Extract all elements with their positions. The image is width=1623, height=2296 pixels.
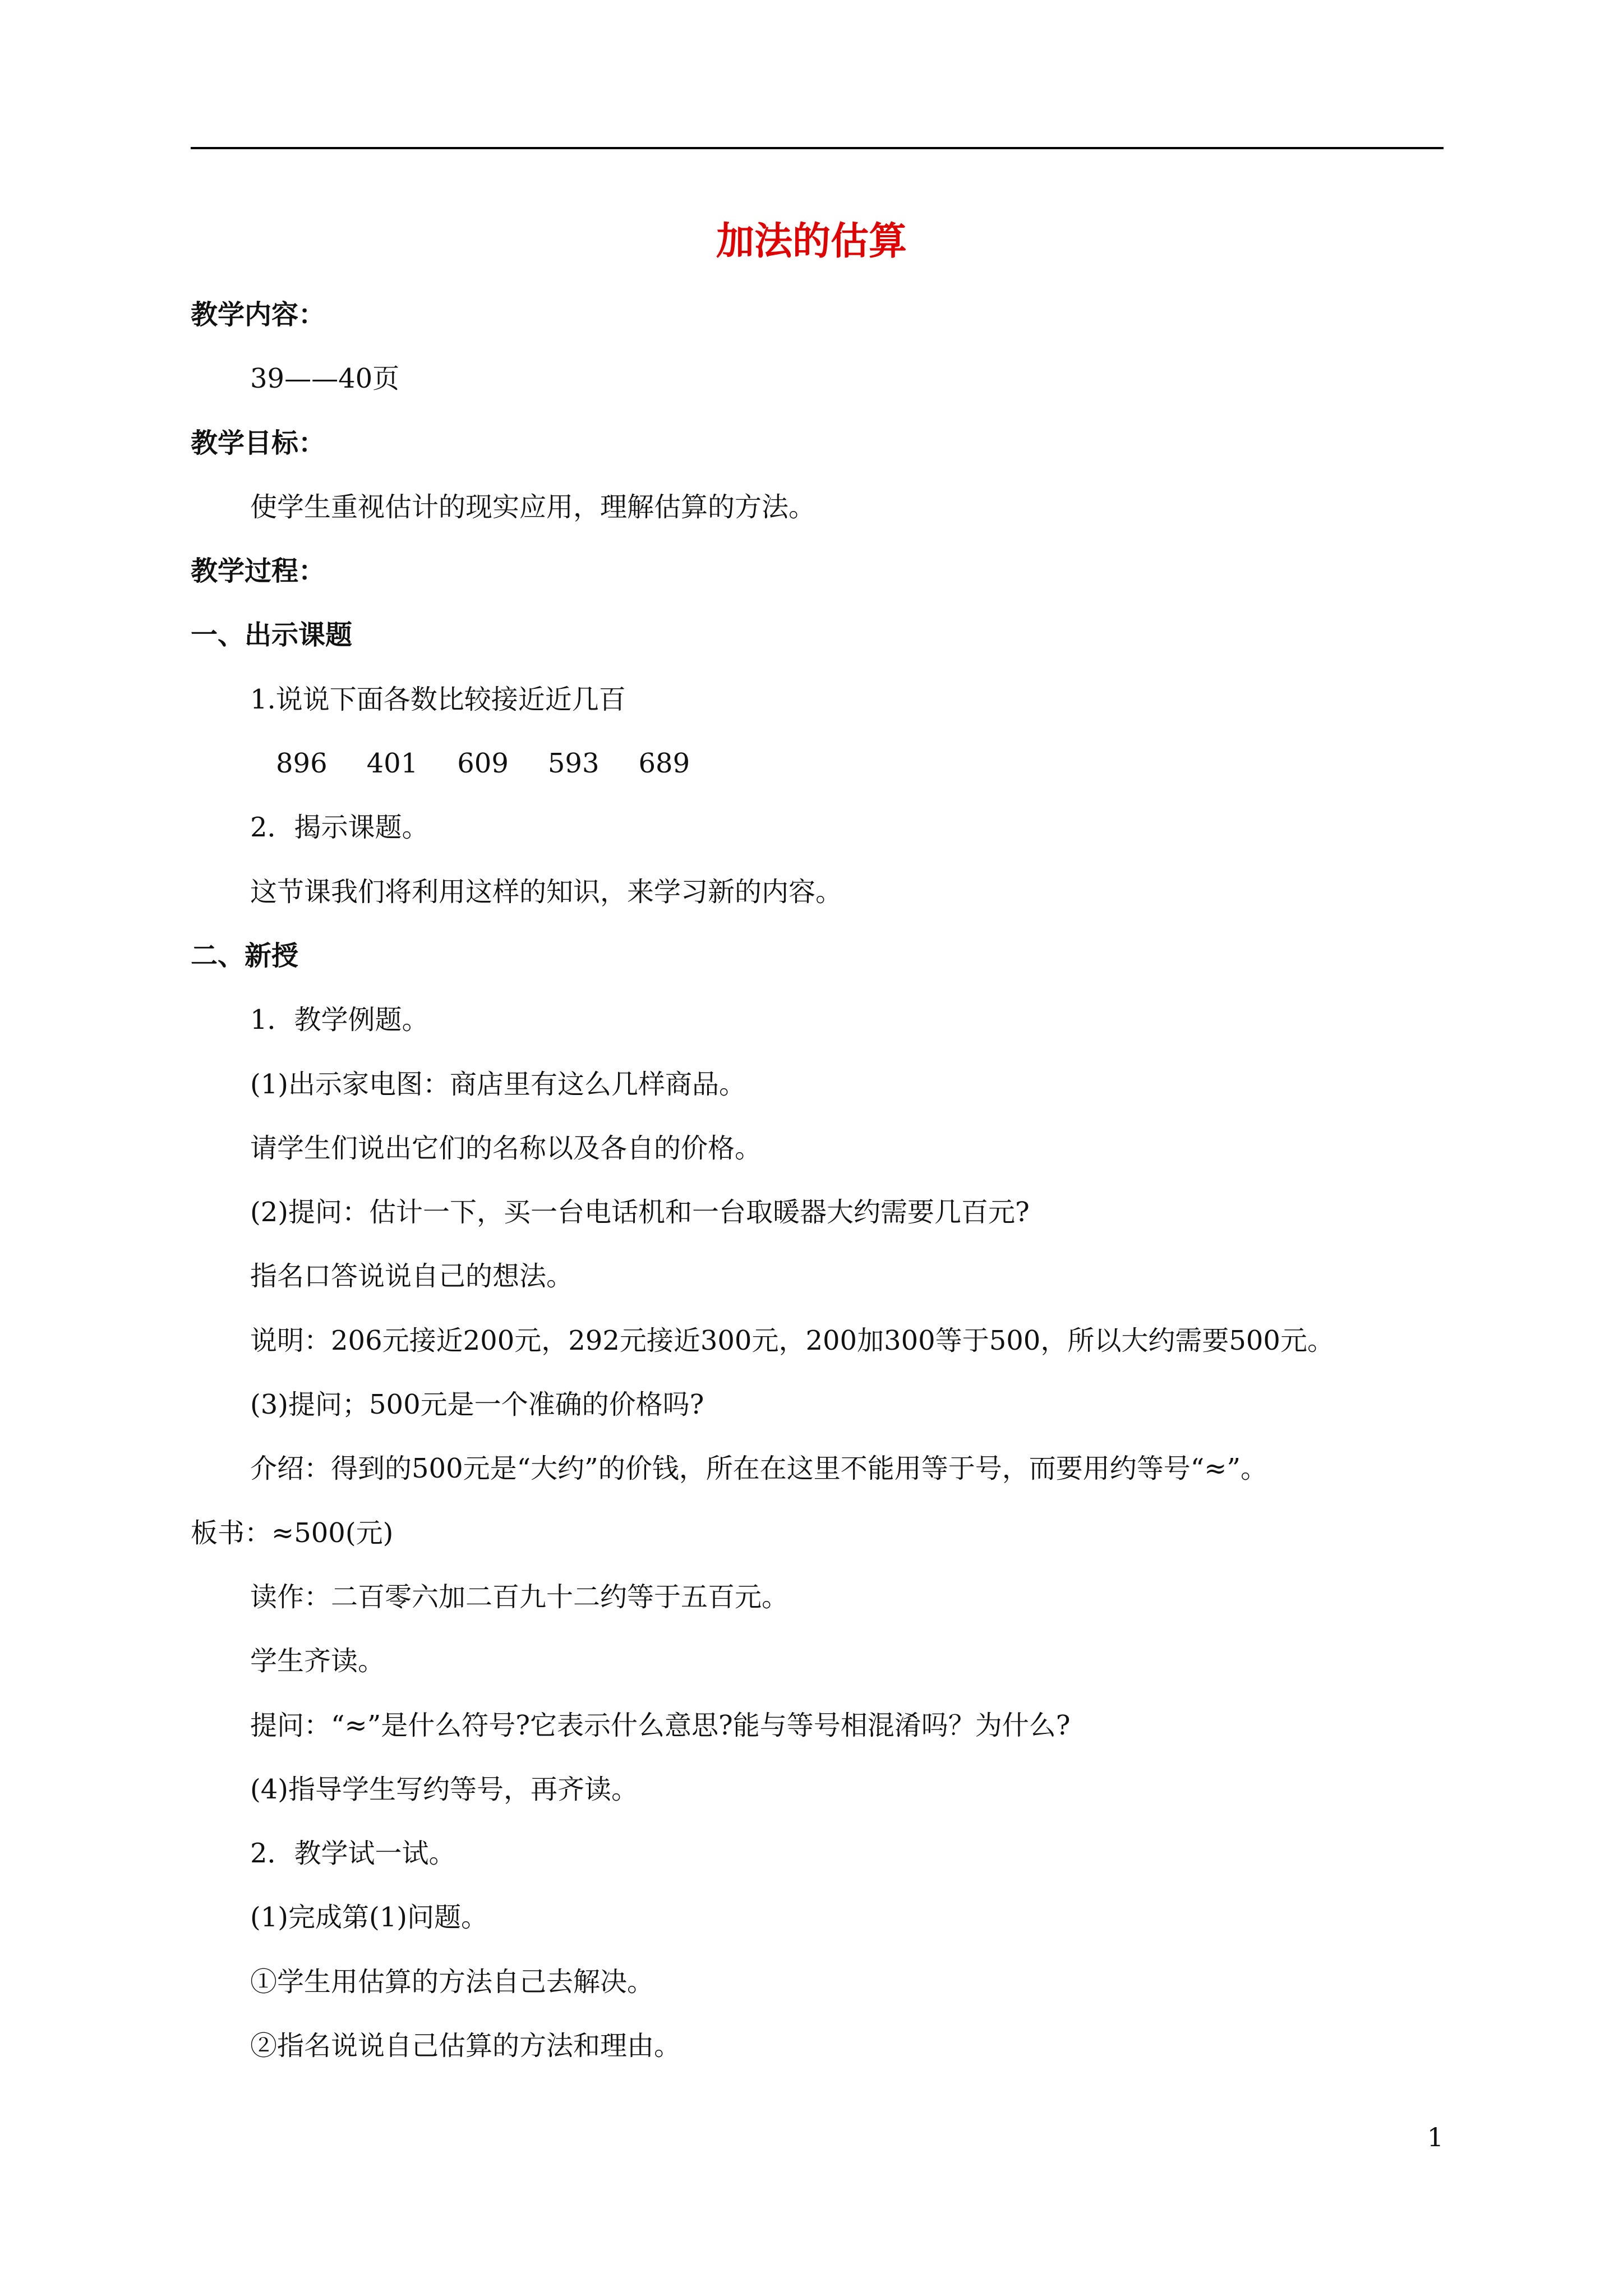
paragraph-line: 学生齐读。 (250, 1645, 385, 1677)
number-item: 401 (366, 748, 418, 780)
paragraph-line: 指名口答说说自己的想法。 (250, 1260, 574, 1292)
paragraph-line: 板书：≈500(元) (191, 1517, 394, 1549)
header-rule (191, 147, 1444, 149)
number-item: 896 (276, 748, 328, 780)
number-item: 689 (638, 748, 690, 780)
number-list (191, 731, 1444, 795)
section-heading-process: 教学过程： (191, 555, 326, 587)
paragraph-line: (1)完成第(1)问题。 (250, 1902, 488, 1934)
section-heading-content: 教学内容： (191, 299, 326, 330)
paragraph-line: (3)提问；500元是一个准确的价格吗? (250, 1389, 704, 1421)
paragraph-line: (4)指导学生写约等号，再齐读。 (250, 1773, 638, 1805)
part1-item2-text: 这节课我们将利用这样的知识，来学习新的内容。 (250, 876, 843, 908)
paragraph-line: 请学生们说出它们的名称以及各自的价格。 (250, 1132, 762, 1164)
page-number: 1 (1427, 2122, 1444, 2152)
paragraph-line: 提问：“≈”是什么符号?它表示什么意思?能与等号相混淆吗？为什么? (250, 1709, 1071, 1741)
paragraph-line: ①学生用估算的方法自己去解决。 (250, 1966, 654, 1998)
part2-item1: 1．教学例题。 (250, 1004, 429, 1036)
part2-item2: 2．教学试一试。 (250, 1838, 456, 1870)
content-text: 39——40页 (250, 363, 400, 395)
paragraph-line: (2)提问：估计一下，买一台电话机和一台取暖器大约需要几百元? (250, 1197, 1030, 1228)
document-body (191, 283, 1444, 2078)
part1-item2: 2．揭示课题。 (250, 812, 429, 844)
goal-text: 使学生重视估计的现实应用，理解估算的方法。 (250, 491, 816, 523)
section-heading-goal: 教学目标： (191, 427, 326, 459)
number-item: 593 (547, 748, 600, 780)
paragraph-line: 介绍：得到的500元是“大约”的价钱，所在在这里不能用等于号，而要用约等号“≈”。 (250, 1453, 1267, 1485)
paragraph-line: 读作：二百零六加二百九十二约等于五百元。 (250, 1581, 789, 1613)
paragraph-line: ②指名说说自己估算的方法和理由。 (250, 2030, 681, 2062)
document-title: 加法的估算 (716, 219, 907, 264)
paragraph-line: (1)出示家电图：商店里有这么几样商品。 (250, 1068, 746, 1100)
number-item: 609 (457, 748, 509, 780)
part1-heading: 一、出示课题 (191, 619, 353, 651)
part2-heading: 二、新授 (191, 940, 299, 972)
paragraph-line: 说明：206元接近200元，292元接近300元，200加300等于500，所以大约需要500元。 (250, 1324, 1334, 1356)
part1-item1: 1.说说下面各数比较接近近几百 (250, 683, 626, 715)
